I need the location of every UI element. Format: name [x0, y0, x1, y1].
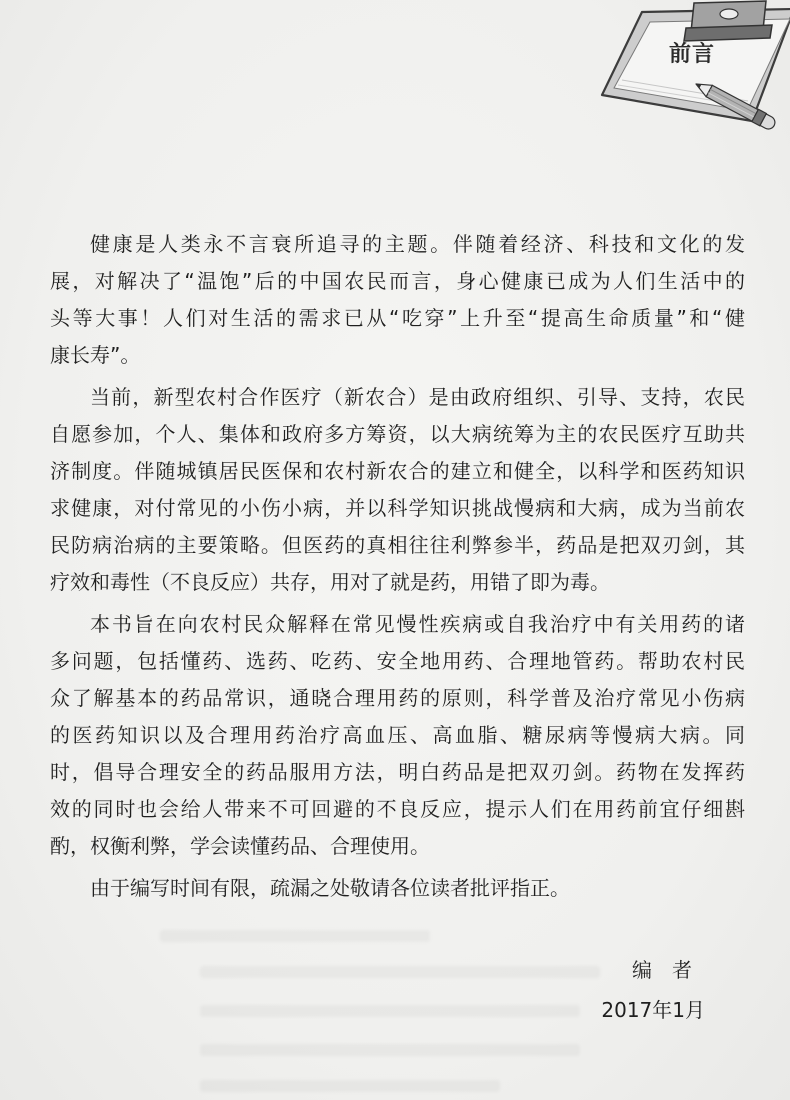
paragraph-line: 康长寿”。 — [50, 343, 141, 367]
paragraph-line: 求健康，对付常见的小伤小病，并以科学知识挑战慢病和大病，成为当前农 — [50, 496, 745, 520]
paragraph-3 — [50, 606, 745, 865]
paragraph-line: 自愿参加，个人、集体和政府多方筹资，以大病统筹为主的农民医疗互助共 — [50, 422, 745, 446]
paragraph-line: 的医药知识以及合理用药治疗高血压、高血脂、糖尿病等慢病大病。同 — [50, 723, 745, 747]
bleed-through-line — [160, 930, 430, 942]
bleed-through-line — [200, 1080, 500, 1092]
paragraph-4 — [50, 870, 745, 907]
paragraph-line: 本书旨在向农村民众解释在常见慢性疾病或自我治疗中有关用药的诸 — [90, 612, 745, 636]
paragraph-line: 众了解基本的药品常识，通晓合理用药的原则，科学普及治疗常见小伤病 — [50, 686, 745, 710]
binder-clip — [684, 1, 772, 41]
paragraph-line: 展，对解决了“温饱”后的中国农民而言，身心健康已成为人们生活中的 — [50, 269, 745, 293]
paragraph-1 — [50, 226, 745, 374]
bleed-through-line — [200, 1044, 580, 1056]
bleed-through-line — [200, 1005, 580, 1017]
paragraph-line: 济制度。伴随城镇居民医保和农村新农合的建立和健全，以科学和医药知识 — [50, 459, 745, 483]
signature-author: 编 者 — [632, 958, 692, 982]
paragraph-line: 由于编写时间有限，疏漏之处敬请各位读者批评指正。 — [90, 876, 570, 900]
paragraph-line: 健康是人类永不言衰所追寻的主题。伴随着经济、科技和文化的发 — [90, 232, 745, 256]
paragraph-line: 时，倡导合理安全的药品服用方法，明白药品是把双刃剑。药物在发挥药 — [50, 760, 745, 784]
paragraph-line: 民防病治病的主要策略。但医药的真相往往利弊参半，药品是把双刃剑，其 — [50, 533, 745, 557]
preface-title: 前言 — [669, 42, 716, 67]
paragraph-line: 头等大事！人们对生活的需求已从“吃穿”上升至“提高生命质量”和“健 — [50, 306, 745, 330]
preface-header — [600, 0, 790, 135]
paragraph-line: 当前，新型农村合作医疗（新农合）是由政府组织、引导、支持，农民 — [90, 385, 745, 409]
signature-date: 2017年1月 — [601, 998, 705, 1022]
bleed-through-line — [200, 966, 600, 978]
paragraph-line: 酌，权衡利弊，学会读懂药品、合理使用。 — [50, 834, 430, 858]
preface-body — [50, 226, 745, 912]
paragraph-line: 疗效和毒性（不良反应）共存，用对了就是药，用错了即为毒。 — [50, 570, 610, 594]
paragraph-line: 效的同时也会给人带来不可回避的不良反应，提示人们在用药前宜仔细斟 — [50, 797, 745, 821]
paragraph-line: 多问题，包括懂药、选药、吃药、安全地用药、合理地管药。帮助农村民 — [50, 649, 745, 673]
paragraph-2 — [50, 379, 745, 601]
